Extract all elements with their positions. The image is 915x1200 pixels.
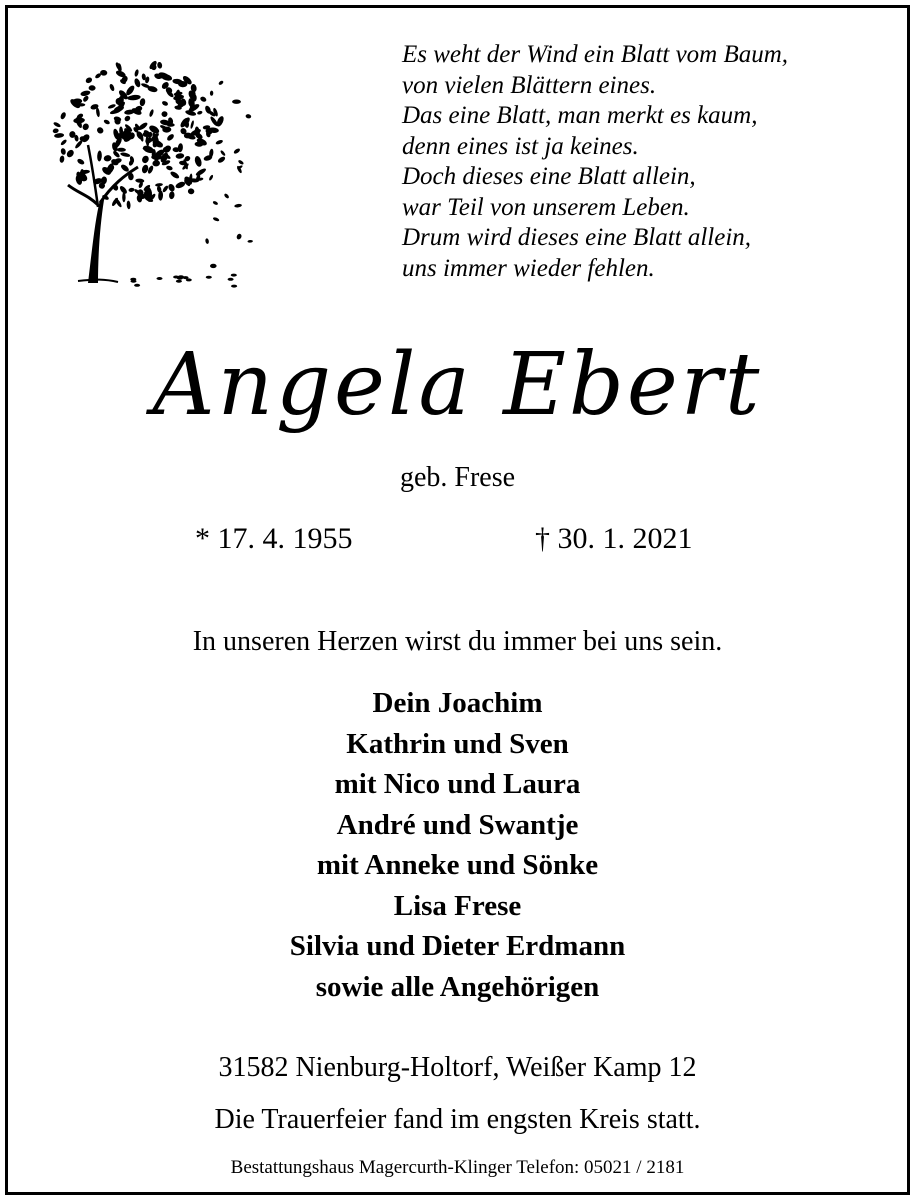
poem-line: war Teil von unserem Leben. [402,193,690,221]
poem-line: denn eines ist ja keines. [402,132,639,160]
address: 31582 Nienburg-Holtorf, Weißer Kamp 12 [218,1052,697,1083]
mourner-line: André und Swantje [336,808,579,841]
poem-line: Doch dieses eine Blatt allein, [402,163,696,190]
mourner-line: Silvia und Dieter Erdmann [289,930,626,962]
birth-name: geb. Frese [399,462,516,493]
poem-line: Drum wird dieses eine Blatt allein, [402,224,752,251]
mourner-line: sowie alle Angehörigen [315,970,600,1003]
death-date: † 30. 1. 2021 [535,522,693,555]
poem [402,40,892,284]
birth-date: * 17. 4. 1955 [195,522,353,555]
tree-with-falling-leaves-icon [40,35,265,295]
poem-line: Es weht der Wind ein Blatt vom Baum, [402,41,789,68]
mourner-line: mit Nico und Laura [334,768,581,800]
poem-line: uns immer wieder fehlen. [402,254,655,282]
mourner-line: Dein Joachim [372,687,543,719]
mourner-line: Lisa Frese [393,889,522,922]
deceased-name: Angela Ebert [152,335,763,435]
ceremony-note: Die Trauerfeier fand im engsten Kreis statt. [214,1104,701,1135]
poem-line: Das eine Blatt, man merkt es kaum, [402,102,758,129]
funeral-home-footer: Bestattungshaus Magercurth-Klinger Telefon: 05021 / 2181 [230,1157,685,1178]
mourners-list [0,683,915,1007]
motto: In unseren Herzen wirst du immer bei uns sein. [192,626,723,657]
mourner-line: Kathrin und Sven [346,727,569,760]
mourner-line: mit Anneke und Sönke [316,849,599,881]
poem-line: von vielen Blättern eines. [402,71,657,99]
